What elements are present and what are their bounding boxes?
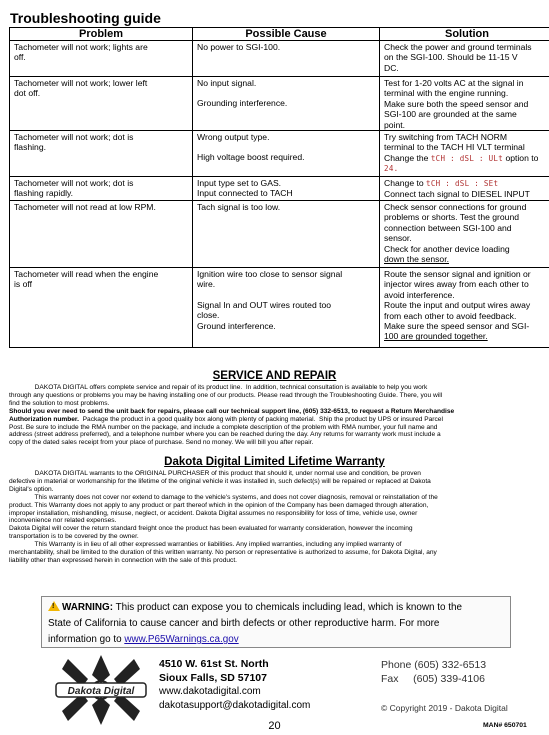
- contact-numbers: Phone (605) 332-6513 Fax (605) 339-4106: [381, 659, 487, 685]
- problem-cell: Tachometer will not work; dot is flashing.: [10, 131, 193, 177]
- problem-cell: Tachometer will not work; dot is flashing rapidly.: [10, 177, 193, 201]
- table-row: [10, 77, 549, 131]
- problem-cell: Tachometer will not work; lights are off.: [10, 41, 193, 77]
- page-number: 20: [268, 720, 281, 732]
- header-cause: Possible Cause: [193, 28, 380, 41]
- solution-cell: Change to tCH : dSL : SEt Connect tach signal to DIESEL INPUT: [380, 177, 549, 201]
- troubleshooting-title: Troubleshooting guide: [10, 10, 161, 26]
- table-row: [10, 41, 549, 77]
- solution-cell: Try switching from TACH NORM terminal to the TACH HI VLT terminal Change the tCH : dSL : ULt option to 24.: [380, 131, 549, 177]
- cause-cell: Input type set to GAS. Input connected to TACH: [193, 177, 380, 201]
- cause-cell: No power to SGI-100.: [193, 41, 380, 77]
- troubleshooting-table: [9, 27, 549, 348]
- company-address: 4510 W. 61st St. North Sioux Falls, SD 57107 www.dakotadigital.com dakotasupport@dakotadigital.com: [159, 658, 311, 711]
- problem-cell: Tachometer will not read at low RPM.: [10, 201, 193, 268]
- service-title: SERVICE AND REPAIR: [212, 370, 337, 382]
- header-problem: Problem: [10, 28, 193, 41]
- problem-cell: Tachometer will not work; lower left dot off.: [10, 77, 193, 131]
- service-text: DAKOTA DIGITAL offers complete service and repair of its product line. In addition, technical consultation is available to help you work through any questions or problems you may be having installing one of our products. Please read through the Troubleshooting Guide. There, you will find the solution to most problems. Should you ever need to send the unit back for repairs, please call our technical support line, (605) 332-6513, to request a Return Merchandise Authorization number. Package the product in a good quality box along with plenty of packing material. Ship the product by UPS or insured Parcel Post. Be sure to include the RMA number on the package, and include a complete description of the problem with RMA number, your full name and address (street address preferred), and a telephone number where you can be reached during the day. Any returns for warranty work must include a copy of the dated sales receipt from your place of purchase. Send no money. We will bill you after repair.: [9, 384, 455, 447]
- problem-cell: Tachometer will read when the engine is off: [10, 268, 193, 348]
- website-link[interactable]: www.dakotadigital.com: [159, 686, 261, 697]
- p65-warnings-link[interactable]: www.P65Warnings.ca.gov: [124, 634, 239, 645]
- lcd-menu-code: tCH : dSL : ULt: [430, 153, 504, 163]
- table-header-row: [10, 28, 549, 41]
- copyright-notice: © Copyright 2019 - Dakota Digital: [381, 703, 508, 713]
- solution-cell: Check the power and ground terminals on the SGI-100. Should be 11-15 V DC.: [380, 41, 549, 77]
- warranty-title: Dakota Digital Limited Lifetime Warranty: [164, 456, 385, 468]
- table-row: [10, 201, 549, 268]
- lcd-menu-code: tCH : dSL : SEt: [426, 179, 499, 189]
- cause-cell: Wrong output type. High voltage boost required.: [193, 131, 380, 177]
- support-email-link[interactable]: dakotasupport@dakotadigital.com: [159, 699, 311, 711]
- cause-cell: Ignition wire too close to sensor signal wire. Signal In and OUT wires routed too close. Ground interference.: [193, 268, 380, 348]
- logo-text: Dakota Digital: [67, 686, 135, 697]
- lcd-option-value: 24.: [384, 164, 399, 174]
- table-row: [10, 268, 549, 348]
- prop65-warning: !WARNING: This product can expose you to chemicals including lead, which is known to the State of California to cause cancer and birth defects or other reproductive harm. For more information go to www.P65Warnings.ca.gov: [41, 596, 511, 648]
- table-row: [10, 131, 549, 177]
- warning-triangle-icon: [48, 601, 60, 611]
- manual-number: MAN# 650701: [483, 722, 527, 729]
- table-row: [10, 177, 549, 201]
- solution-cell: Route the sensor signal and ignition or injector wires away from each other to avoid interference. Route the input and output wires away from each other to avoid feedback. Make sure the speed sensor and SGI- 100 are grounded together.: [380, 268, 549, 348]
- solution-cell: Test for 1-20 volts AC at the signal in terminal with the engine running. Make sure both the speed sensor and SGI-100 are grounded at the same point.: [380, 77, 549, 131]
- dakota-digital-logo: [54, 653, 148, 727]
- solution-cell: Check sensor connections for ground problems or shorts. Test the ground connection between SGI-100 and sensor. Check for another device loading down the sensor.: [380, 201, 549, 268]
- cause-cell: No input signal. Grounding interference.: [193, 77, 380, 131]
- warranty-text: DAKOTA DIGITAL warrants to the ORIGINAL PURCHASER of this product that should it, under normal use and condition, be proven defective in material or workmanship for the lifetime of the original vehicle it was installed in, such defect(s) will be repaired or replaced at Dakota Digital's option. This warranty does not cover nor extend to damage to the vehicle's systems, and does not cover diagnosis, removal or reinstallation of the product. This Warranty does not apply to any product or part thereof which in the opinion of the Company has been damaged through alteration, improper installation, mishandling, misuse, neglect, or accident. Dakota Digital assumes no responsibility for loss of time, vehicle use, owner inconvenience nor related expenses. Dakota Digital will cover the return standard freight once the product has been evaluated for warranty consideration, however the incoming transportation is to be covered by the owner. This Warranty is in lieu of all other expressed warranties or liabilities. Any implied warranties, including any implied warranty of merchantability, shall be limited to the duration of this written warranty. No person or representative is authorized to assume, for Dakota Digital, any liability other than expressed herein in connection with the sale of this product.: [9, 470, 438, 564]
- header-solution: Solution: [380, 28, 549, 41]
- cause-cell: Tach signal is too low.: [193, 201, 380, 268]
